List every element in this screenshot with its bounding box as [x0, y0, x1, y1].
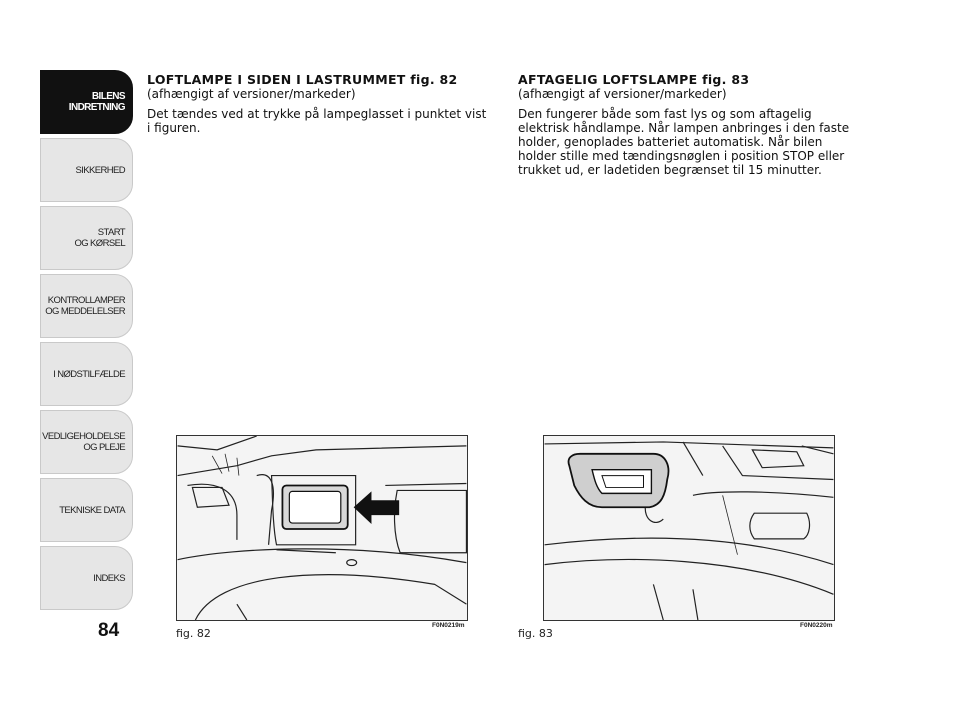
right-section — [518, 72, 863, 177]
figure-83-caption: fig. 83 — [518, 627, 553, 640]
tab-label: SIKKERHED — [75, 164, 125, 176]
section-heading: LOFTLAMPE I SIDEN I LASTRUMMET fig. 82 — [147, 72, 458, 87]
tab-label: I NØDSTILFÆLDE — [53, 368, 125, 380]
arrow-icon — [354, 491, 400, 524]
tab-start-og-korsel[interactable] — [40, 206, 133, 270]
section-body: Den fungerer både som fast lys og som aftagelig elektrisk håndlampe. Når lampen anbringes i den faste holder, genoplades batteriet automatisk. Når bilen holder stille med tændingsnøglen i position STOP eller trukket ud, er ladetiden begrænset til 15 minutter. — [518, 107, 850, 177]
tab-tekniske-data[interactable] — [40, 478, 133, 542]
tab-label: KONTROLLAMPER OG MEDDELELSER — [45, 295, 125, 317]
tab-label: START OG KØRSEL — [74, 227, 125, 249]
cargo-lamp-drawing — [177, 436, 467, 620]
figure-83-illustration — [543, 435, 835, 621]
tab-kontrollamper[interactable] — [40, 274, 133, 338]
page-number: 84 — [98, 620, 120, 641]
tab-nodstilfaelde[interactable] — [40, 342, 133, 406]
tab-vedligeholdelse[interactable] — [40, 410, 133, 474]
tab-label: INDEKS — [93, 572, 125, 584]
removable-lamp-drawing — [544, 436, 834, 620]
tab-label: BILENS INDRETNING — [68, 91, 125, 113]
section-heading: AFTAGELIG LOFTSLAMPE fig. 83 — [518, 72, 750, 87]
left-section — [147, 72, 492, 135]
figure-82-illustration — [176, 435, 468, 621]
tab-sikkerhed[interactable] — [40, 138, 133, 202]
section-tabs — [40, 70, 133, 614]
figure-82-caption: fig. 82 — [176, 627, 211, 640]
figure-82-code: F0N0219m — [432, 622, 465, 629]
section-subheading: (afhængigt af versioner/markeder) — [518, 87, 727, 101]
tab-label: VEDLIGEHOLDELSE OG PLEJE — [42, 431, 125, 453]
tab-bilens-indretning[interactable] — [40, 70, 133, 134]
section-body: Det tændes ved at trykke på lampeglasset i punktet vist i figuren. — [147, 107, 487, 135]
tab-indeks[interactable] — [40, 546, 133, 610]
section-subheading: (afhængigt af versioner/markeder) — [147, 87, 356, 101]
figure-83-code: F0N0220m — [800, 622, 833, 629]
tab-label: TEKNISKE DATA — [59, 504, 125, 516]
